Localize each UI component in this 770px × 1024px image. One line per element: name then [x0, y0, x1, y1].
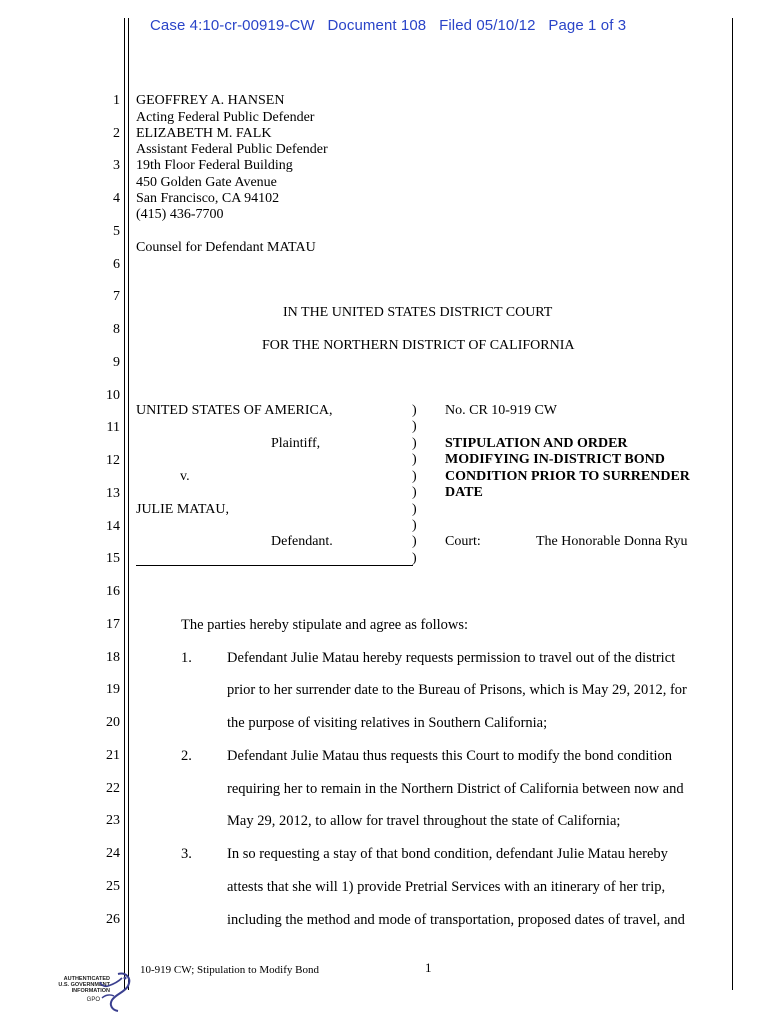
line-number: 15	[106, 551, 120, 566]
caption-paren: )	[412, 485, 417, 500]
caption-paren: )	[412, 452, 417, 467]
item-line: May 29, 2012, to allow for travel throughout the state of California;	[227, 813, 621, 829]
item-line: the purpose of visiting relatives in Southern California;	[227, 715, 548, 731]
attorney-line: GEOFFREY A. HANSEN	[136, 93, 285, 108]
item-number: 2.	[181, 748, 192, 764]
line-number: 13	[106, 486, 120, 501]
attorney-line: 450 Golden Gate Avenue	[136, 175, 277, 190]
line-number: 7	[113, 289, 120, 304]
item-line: prior to her surrender date to the Bureau of Prisons, which is May 29, 2012, for	[227, 682, 687, 698]
caption-paren: )	[412, 403, 417, 418]
line-number: 5	[113, 224, 120, 239]
counsel-for: Counsel for Defendant MATAU	[136, 240, 316, 255]
right-margin-rule	[732, 18, 733, 990]
plaintiff-role: Plaintiff,	[271, 436, 321, 451]
caption-paren: )	[412, 534, 417, 549]
seal-line: AUTHENTICATED	[63, 976, 110, 982]
caption-underline	[136, 565, 413, 566]
seal-line: U.S. GOVERNMENT	[58, 982, 110, 988]
caption-paren: )	[412, 436, 417, 451]
line-number: 8	[113, 322, 120, 337]
line-number: 26	[106, 912, 120, 927]
ecf-header	[150, 17, 626, 34]
line-number: 10	[106, 388, 120, 403]
line-number: 17	[106, 617, 120, 632]
case-number: No. CR 10-919 CW	[445, 403, 557, 418]
attorney-line: 19th Floor Federal Building	[136, 158, 293, 173]
stipulation-intro: The parties hereby stipulate and agree as follows:	[181, 617, 469, 633]
caption-paren: )	[412, 518, 417, 533]
document-title-line: MODIFYING IN-DISTRICT BOND	[445, 452, 665, 467]
line-number: 3	[113, 158, 120, 173]
item-line: attests that she will 1) provide Pretrial Services with an itinerary of her trip,	[227, 879, 666, 895]
left-margin-rule-outer	[124, 18, 125, 990]
footer-page-number: 1	[425, 960, 432, 975]
versus: v.	[180, 469, 190, 484]
court-title-line1: IN THE UNITED STATES DISTRICT COURT	[283, 305, 553, 320]
header-filed-date: Filed 05/10/12	[439, 17, 536, 34]
item-line: In so requesting a stay of that bond condition, defendant Julie Matau hereby	[227, 846, 668, 862]
line-number: 22	[106, 781, 120, 796]
line-number: 16	[106, 584, 120, 599]
seal-line: INFORMATION	[71, 988, 110, 994]
item-line: Defendant Julie Matau hereby requests permission to travel out of the district	[227, 650, 676, 666]
item-number: 3.	[181, 846, 192, 862]
line-number: 4	[113, 191, 120, 206]
attorney-line: Assistant Federal Public Defender	[136, 142, 328, 157]
line-number: 6	[113, 257, 120, 272]
line-number: 9	[113, 355, 120, 370]
document-title-line: CONDITION PRIOR TO SURRENDER	[445, 469, 690, 484]
line-number: 20	[106, 715, 120, 730]
item-line: including the method and mode of transportation, proposed dates of travel, and	[227, 912, 685, 928]
left-margin-rule-inner	[128, 18, 129, 990]
line-number: 24	[106, 846, 120, 861]
court-title-line2: FOR THE NORTHERN DISTRICT OF CALIFORNIA	[262, 338, 575, 353]
attorney-line: ELIZABETH M. FALK	[136, 126, 272, 141]
line-number: 14	[106, 519, 120, 534]
line-number: 18	[106, 650, 120, 665]
line-number: 2	[113, 126, 120, 141]
gpo-authentication-seal	[38, 970, 138, 1016]
header-case-number: Case 4:10-cr-00919-CW	[150, 17, 315, 34]
court-label: Court:	[445, 534, 481, 549]
attorney-line: Acting Federal Public Defender	[136, 110, 315, 125]
line-number: 25	[106, 879, 120, 894]
line-number: 23	[106, 813, 120, 828]
attorney-line: San Francisco, CA 94102	[136, 191, 280, 206]
line-number: 21	[106, 748, 120, 763]
header-document-number: Document 108	[327, 17, 427, 34]
item-line: requiring her to remain in the Northern District of California between now and	[227, 781, 684, 797]
caption-paren: )	[412, 551, 417, 566]
line-number: 12	[106, 453, 120, 468]
plaintiff-name: UNITED STATES OF AMERICA,	[136, 403, 333, 418]
caption-paren: )	[412, 502, 417, 517]
footer-caption: 10-919 CW; Stipulation to Modify Bond	[140, 964, 319, 976]
line-number: 19	[106, 682, 120, 697]
item-number: 1.	[181, 650, 192, 666]
defendant-role: Defendant.	[271, 534, 333, 549]
seal-line: GPO	[86, 997, 100, 1003]
caption-paren: )	[412, 419, 417, 434]
item-line: Defendant Julie Matau thus requests this Court to modify the bond condition	[227, 748, 673, 764]
judge-name: The Honorable Donna Ryu	[536, 534, 688, 549]
document-title-line: STIPULATION AND ORDER	[445, 436, 628, 451]
line-number: 11	[106, 420, 120, 435]
eagle-icon	[96, 970, 136, 1014]
line-number: 1	[113, 93, 120, 108]
document-title-line: DATE	[445, 485, 483, 500]
defendant-name: JULIE MATAU,	[136, 502, 229, 517]
caption-paren: )	[412, 469, 417, 484]
header-page-count: Page 1 of 3	[548, 17, 627, 34]
attorney-line: (415) 436-7700	[136, 207, 224, 222]
